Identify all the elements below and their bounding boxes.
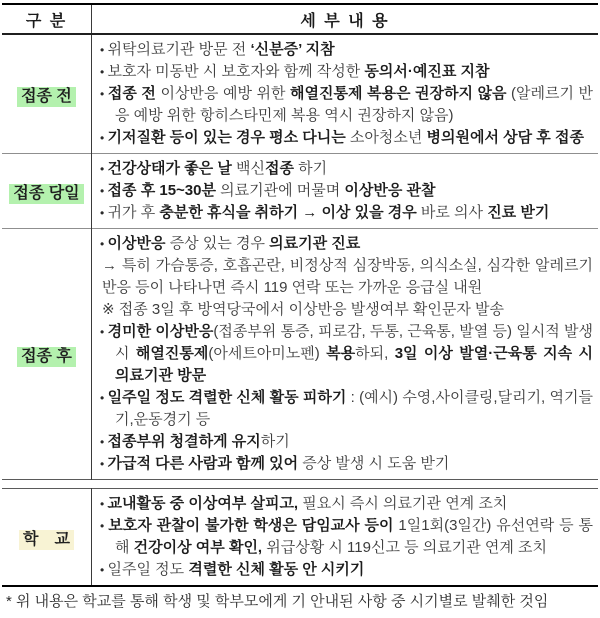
bullet-icon: • xyxy=(100,131,108,145)
row-category-cell xyxy=(2,229,92,480)
body-text: 하기 xyxy=(260,433,290,450)
body-text: 소아청소년 xyxy=(349,129,427,146)
bullet-item xyxy=(100,158,593,180)
table-row xyxy=(2,489,598,587)
emphasis-text: 이상반응 xyxy=(107,235,170,252)
body-text: 증상 발생 시 도움 받기 xyxy=(302,455,450,472)
bullet-item xyxy=(100,202,593,224)
emphasis-text: 건강이상 여부 확인, xyxy=(133,539,263,556)
bullet-item xyxy=(100,515,593,559)
sub-note-item xyxy=(100,255,593,299)
emphasis-text: ‘신분증’ 지참 xyxy=(250,41,335,58)
bullet-item xyxy=(100,180,593,202)
body-text: 하되, xyxy=(355,345,395,362)
bullet-item xyxy=(100,127,593,149)
bullet-item xyxy=(100,39,593,61)
body-text: → 특히 가슴통증, 호흡곤란, 비정상적 심장박동, 의식소실, 심각한 알레르기 반응 등이 나타나면 즉시 119 연락 또는 가까운 응급실 내원 xyxy=(102,257,593,296)
header-row xyxy=(2,4,598,34)
emphasis-text: 접종 후 15~30분 xyxy=(107,182,221,199)
emphasis-text: 이상반응 관찰 xyxy=(344,182,436,199)
row-category-label: 접종 당일 xyxy=(9,184,83,204)
emphasis-text: 접종부위 청결하게 유지 xyxy=(107,433,261,450)
table-row xyxy=(2,229,598,480)
bullet-item xyxy=(100,431,593,453)
body-text: 바로 의사 xyxy=(420,204,488,221)
body-text: 귀가 후 xyxy=(107,204,160,221)
body-text: (접종부위 통증, 피로감, 두통, 근육통, 발열 등) 일시적 발생 시 xyxy=(115,323,593,362)
body-text: 위탁의료기관 방문 전 xyxy=(107,41,251,58)
emphasis-text: 충분한 휴식을 취하기 → 이상 있을 경우 xyxy=(159,204,421,221)
table-row xyxy=(2,154,598,229)
body-text: ※ 접종 3일 후 방역당국에서 이상반응 발생여부 확인문자 발송 xyxy=(102,301,505,318)
emphasis-text: 병의원에서 상담 후 접종 xyxy=(426,129,584,146)
bullet-icon: • xyxy=(100,162,108,176)
emphasis-text: 일주일 정도 격렬한 신체 활동 피하기 xyxy=(107,389,347,406)
sub-note-item xyxy=(100,299,593,321)
bullet-icon: • xyxy=(100,43,108,57)
bullet-icon: • xyxy=(100,206,108,220)
row-category-cell xyxy=(2,489,92,587)
row-details-cell xyxy=(92,229,599,480)
row-details-cell xyxy=(92,489,599,587)
body-text: (아세트아미노펜) xyxy=(208,345,327,362)
emphasis-text: 복용 xyxy=(326,345,356,362)
body-text: 하기 xyxy=(293,160,328,177)
footnote: * 위 내용은 학교를 통해 학생 및 학부모에게 기 안내된 사항 중 시기별로 발췌한 것임 xyxy=(6,593,549,610)
row-category-label: 접종 후 xyxy=(17,347,76,367)
emphasis-text: 격렬한 신체 활동 안 시키기 xyxy=(188,561,365,578)
row-details-cell xyxy=(92,154,599,229)
main-rows-body xyxy=(2,34,598,480)
emphasis-text: 해열진통제 xyxy=(135,345,209,362)
body-text: 필요시 즉시 의료기관 연계 조치 xyxy=(298,495,508,512)
emphasis-text: 가급적 다른 사람과 함께 있어 xyxy=(107,455,303,472)
emphasis-text: 접종 xyxy=(264,160,294,177)
body-text: 의료기관에 머물며 xyxy=(220,182,345,199)
bullet-icon: • xyxy=(100,457,108,471)
body-text: (알레르기 반응 예방 위한 항히스타민제 복용 역시 권장하지 않음) xyxy=(115,85,593,124)
emphasis-text: 보호자 관찰이 불가한 학생은 담임교사 등이 xyxy=(108,517,399,534)
school-rows-body xyxy=(2,489,598,587)
row-category-label: 접종 전 xyxy=(17,87,76,107)
body-text: 이상반응 예방 위한 xyxy=(160,85,290,102)
bullet-icon: • xyxy=(100,563,108,577)
school-table xyxy=(2,488,598,587)
row-category-cell xyxy=(2,34,92,154)
row-details-cell xyxy=(92,34,599,154)
guideline-table xyxy=(2,3,598,480)
bullet-icon: • xyxy=(100,65,108,79)
body-text: 위급상황 시 119신고 등 의료기관 연계 조치 xyxy=(262,539,548,556)
bullet-item xyxy=(100,61,593,83)
header-details: 세 부 내 용 xyxy=(92,4,599,34)
body-text: 보호자 미동반 시 보호자와 함께 작성한 xyxy=(107,63,365,80)
row-category-label: 학 교 xyxy=(19,530,74,550)
bullet-item xyxy=(100,493,593,515)
bullet-item xyxy=(100,387,593,431)
bullet-icon: • xyxy=(100,497,108,511)
emphasis-text: 교내활동 중 이상여부 살피고, xyxy=(107,495,299,512)
bullet-item xyxy=(100,233,593,255)
emphasis-text: 진료 받기 xyxy=(487,204,550,221)
body-text: 증상 있는 경우 xyxy=(169,235,270,252)
bullet-item xyxy=(100,453,593,475)
bullet-item xyxy=(100,83,593,127)
body-text: 1일1회(3일간) 유선연락 등 통해 xyxy=(115,517,594,556)
emphasis-text: 3일 이상 발열·근육통 지속 시 의료기관 방문 xyxy=(115,345,593,384)
table-row xyxy=(2,34,598,154)
bullet-item xyxy=(100,321,593,387)
bullet-icon: • xyxy=(100,237,108,251)
bullet-item xyxy=(100,559,593,581)
emphasis-text: 건강상태가 좋은 날 xyxy=(107,160,236,177)
emphasis-text: 접종 전 xyxy=(107,85,161,102)
emphasis-text: 동의서·예진표 지참 xyxy=(364,63,490,80)
body-text: 백신 xyxy=(235,160,265,177)
emphasis-text: 의료기관 진료 xyxy=(269,235,361,252)
row-category-cell xyxy=(2,154,92,229)
emphasis-text: 기저질환 등이 있는 경우 평소 다니는 xyxy=(107,129,350,146)
bullet-icon: • xyxy=(100,325,108,339)
header-category: 구 분 xyxy=(2,4,92,34)
bullet-icon: • xyxy=(100,435,108,449)
body-text: : (예시) 수영,사이클링,달리기, 역기들기,운동경기 등 xyxy=(115,389,593,428)
bullet-icon: • xyxy=(100,87,108,101)
emphasis-text: 해열진통제 복용은 권장하지 않음 xyxy=(289,85,507,102)
bullet-icon: • xyxy=(100,184,108,198)
emphasis-text: 경미한 이상반응 xyxy=(107,323,214,340)
bullet-icon: • xyxy=(100,519,109,533)
body-text: 일주일 정도 xyxy=(107,561,189,578)
bullet-icon: • xyxy=(100,391,108,405)
